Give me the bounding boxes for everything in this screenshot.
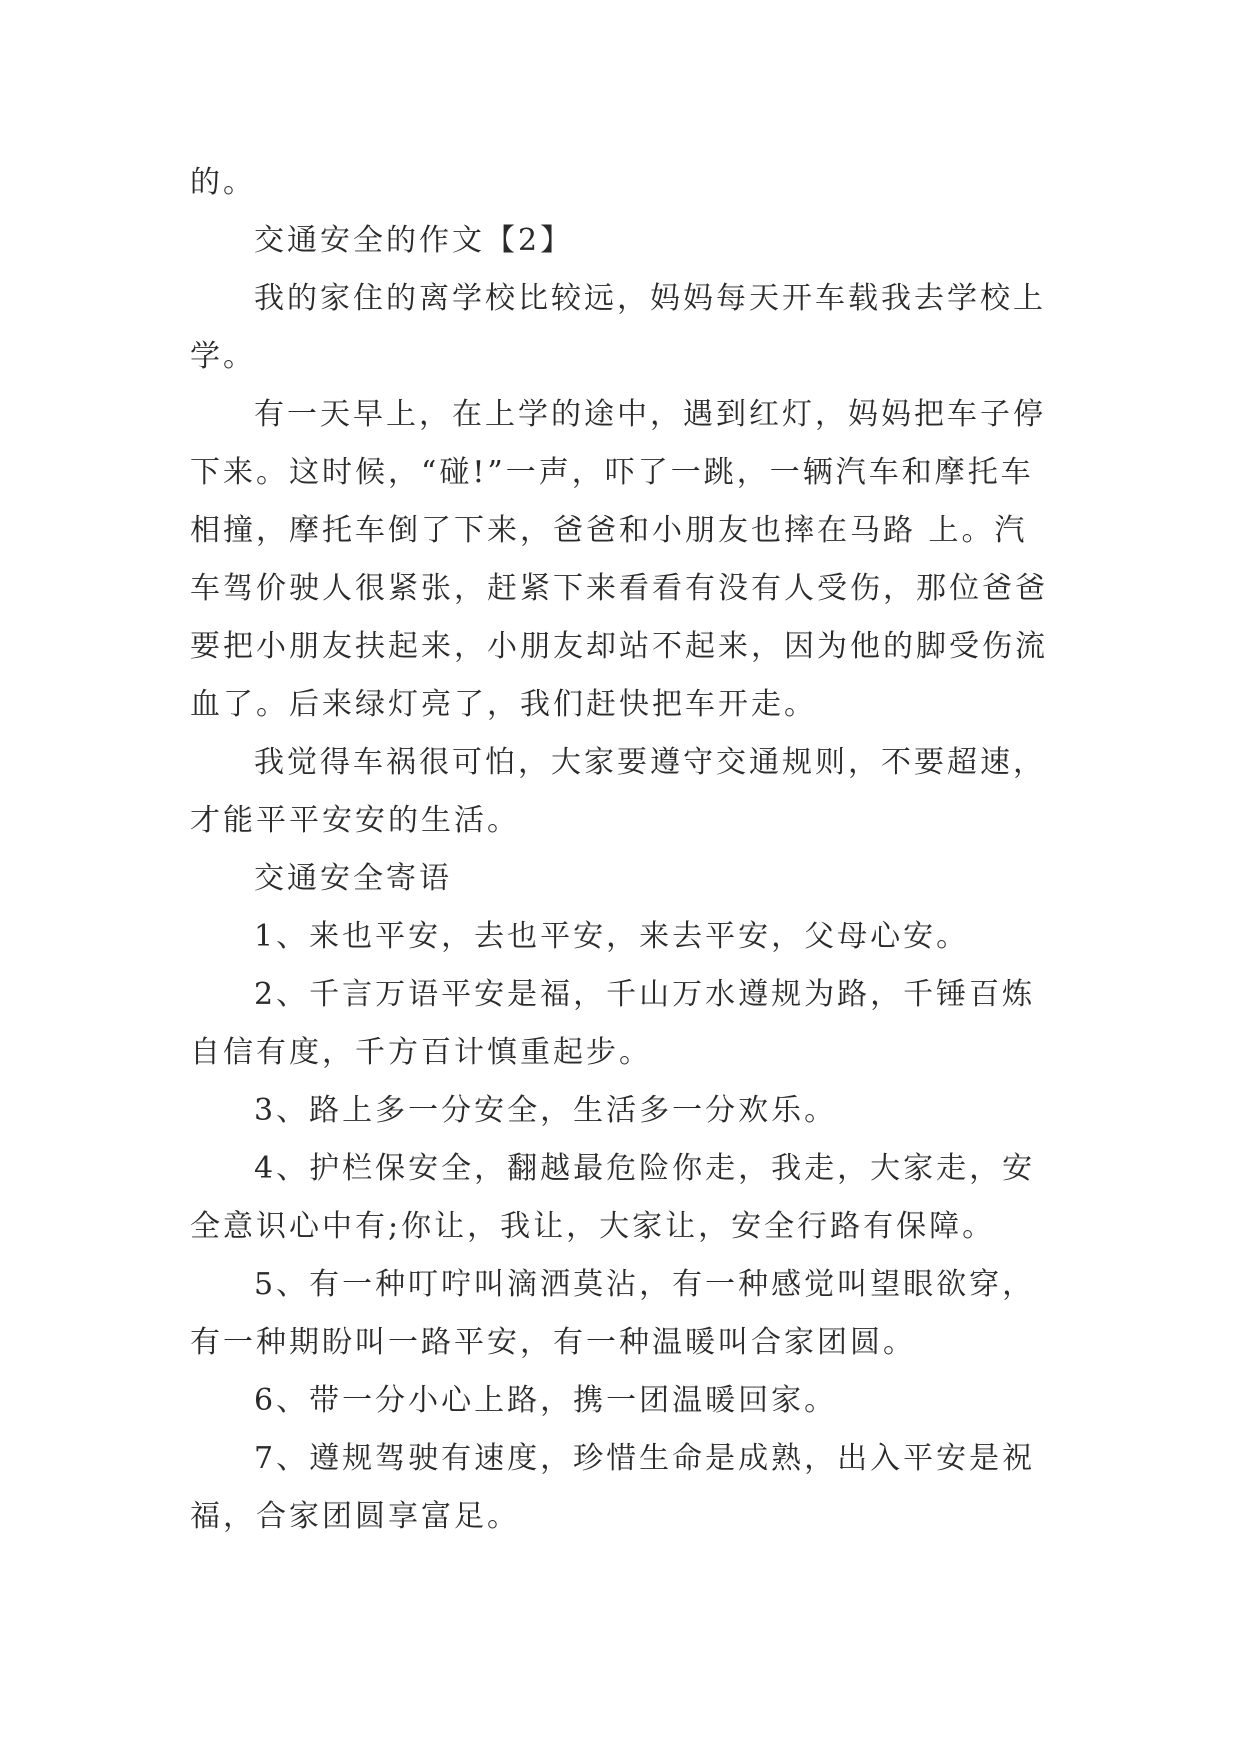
paragraph: 我觉得车祸很可怕，大家要遵守交通规则，不要超速，才能平平安安的生活。: [190, 745, 1046, 838]
list-item: 2、千言万语平安是福，千山万水遵规为路，千锤百炼自信有度，千方百计慎重起步。: [190, 977, 1036, 1070]
document-body: [190, 154, 1060, 1546]
section-heading: 交通安全寄语: [254, 861, 452, 896]
list-item: 7、遵规驾驶有速度，珍惜生命是成熟，出入平安是祝福，合家团圆享富足。: [190, 1441, 1036, 1534]
list-item: 3、路上多一分安全，生活多一分欢乐。: [254, 1093, 838, 1128]
list-item: 1、来也平安，去也平安，来去平安，父母心安。: [254, 919, 970, 954]
list-item: 5、有一种叮咛叫滴洒莫沾，有一种感觉叫望眼欲穿，有一种期盼叫一路平安，有一种温暖叫合家团圆。: [190, 1267, 1036, 1360]
list-item: 4、护栏保安全，翻越最危险你走，我走，大家走，安全意识心中有;你让，我让，大家让，安全行路有保障。: [190, 1151, 1036, 1244]
essay-heading: 交通安全的作文【2】: [254, 223, 574, 258]
paragraph: 我的家住的离学校比较远，妈妈每天开车载我去学校上学。: [190, 281, 1046, 374]
list-item: 6、带一分小心上路，携一团温暖回家。: [254, 1383, 838, 1418]
paragraph: 有一天早上，在上学的途中，遇到红灯，妈妈把车子停下来。这时候，“碰!”一声，吓了一跳，一辆汽车和摩托车相撞，摩托车倒了下来，爸爸和小朋友也摔在马路 上。汽车驾价驶人很紧张，赶紧下来看看有没有人受伤，那位爸爸要把小朋友扶起来，小朋友却站不起来，因为他的脚受伤流血了。后来绿灯亮了，我们赶快把车开走。: [190, 397, 1048, 722]
paragraph-continuation: 的。: [190, 165, 256, 200]
